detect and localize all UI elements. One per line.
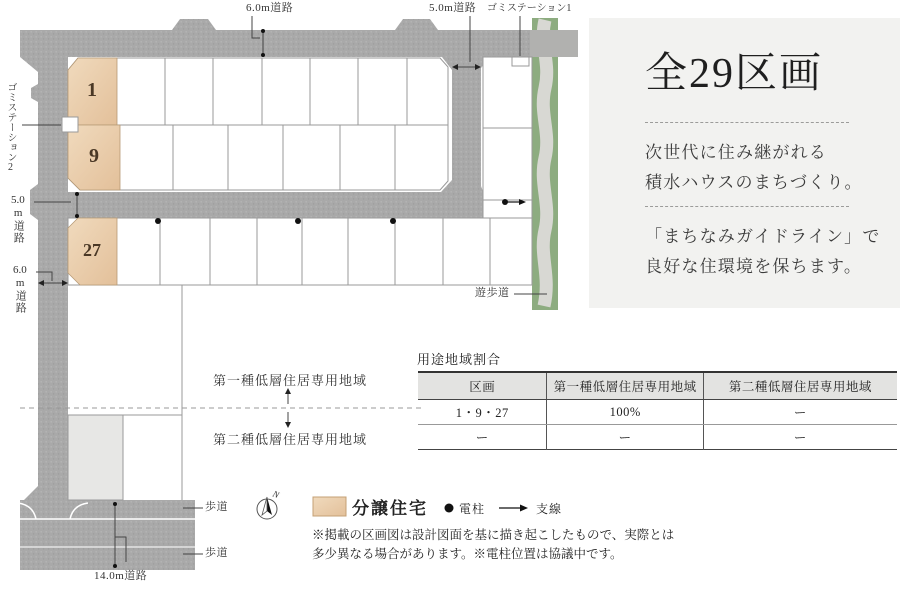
legend-bunjo-label: 分譲住宅 [352, 499, 428, 518]
panel-separator-2 [645, 206, 849, 207]
label-gomi-station-2: ゴミステーション2 [5, 82, 16, 173]
disclaimer-notes [312, 526, 682, 565]
top-left-corner [20, 30, 38, 57]
lot-1-number: 1 [87, 79, 97, 101]
label-left-road-6m-num: 6.0 [13, 264, 27, 276]
left-road-bump [31, 84, 38, 102]
label-yuhodo: 遊歩道 [475, 287, 510, 299]
gomi-station-2-box [62, 117, 78, 132]
lot-gray-south [68, 415, 123, 500]
lot-block-east [483, 57, 532, 218]
table-cell: 1・9・27 [418, 400, 547, 425]
top-road-bump-2 [395, 19, 438, 30]
north-compass-icon [257, 488, 281, 519]
label-gomi-station-1: ゴミステーション1 [487, 3, 572, 14]
panel-para1-line1: 次世代に住み継がれる [645, 143, 827, 162]
corner-bevel [20, 57, 38, 72]
info-panel [589, 18, 900, 308]
table-header-cell: 第一種低層住居専用地域 [547, 372, 703, 400]
disclaimer-line-1: ※掲載の区画図は設計図面を基に描き起こしたもので、実際とは [312, 528, 675, 542]
road-flare [24, 486, 38, 500]
table-header-cell: 第二種低層住居専用地域 [703, 372, 897, 400]
table-cell: ー [703, 425, 897, 450]
table-cell: ー [475, 431, 489, 445]
gomi-station-1-box [512, 57, 529, 66]
label-left-road-5m-rest: m道路 [12, 206, 25, 244]
table-title: 用途地域割合 [417, 352, 502, 367]
road-crossing-greenway [530, 30, 578, 57]
top-road-6m [20, 30, 530, 57]
lot-27-number: 27 [83, 240, 101, 260]
label-hodo-upper: 歩道 [205, 501, 228, 513]
lot-9-number: 9 [89, 145, 99, 167]
zoning-ratio-table [418, 371, 897, 450]
panel-para2-line1: 「まちなみガイドライン」で [645, 227, 881, 246]
greenway [530, 18, 578, 310]
label-zone-1: 第一種低層住居専用地域 [213, 373, 368, 388]
label-zone-2: 第二種低層住居専用地域 [213, 432, 368, 447]
middle-road-5m [68, 192, 481, 218]
table-header-row [418, 372, 897, 400]
greenway-path [543, 20, 546, 306]
label-hodo-lower: 歩道 [205, 547, 228, 559]
label-top-road-6m: 6.0m道路 [246, 2, 294, 14]
legend-pole-dot [445, 504, 454, 513]
table-cell: 100% [547, 400, 703, 425]
panel-paragraph-1 [645, 138, 863, 198]
panel-separator-1 [645, 122, 849, 123]
total-lots-title: 全29区画 [645, 51, 824, 97]
lot-block-middle [68, 218, 532, 285]
panel-paragraph-2 [645, 222, 881, 282]
legend-shisen-label: 支線 [536, 502, 563, 516]
legend-tan-swatch [313, 497, 346, 516]
vertical-road-5m [452, 55, 481, 195]
table-row [418, 400, 897, 425]
table-cell: ー [703, 400, 897, 425]
label-left-road-6m-rest: m道路 [14, 276, 27, 314]
label-left-road-5m-num: 5.0 [11, 194, 25, 206]
disclaimer-line-2: 多少異なる場合があります。※電柱位置は協議中です。 [312, 547, 623, 562]
panel-para1-line2: 積水ハウスのまちづくり。 [645, 173, 863, 192]
bottom-road-14m [20, 500, 195, 570]
top-road-bump-1 [172, 19, 216, 30]
north-letter: N [271, 488, 281, 501]
label-left-road-5m [11, 194, 25, 244]
label-top-road-5m: 5.0m道路 [429, 2, 477, 14]
table-header-cell: 区画 [418, 372, 547, 400]
lot-block-north [68, 58, 448, 190]
panel-para2-line2: 良好な住環境を保ちます。 [645, 257, 863, 276]
label-bottom-road-14m: 14.0m道路 [94, 570, 148, 582]
label-left-road-6m [13, 264, 27, 314]
legend-denchu-label: 電柱 [459, 502, 486, 516]
table-cell: ー [547, 425, 703, 450]
legend-guy-wire-arrow [499, 505, 528, 512]
table-row [418, 425, 897, 450]
